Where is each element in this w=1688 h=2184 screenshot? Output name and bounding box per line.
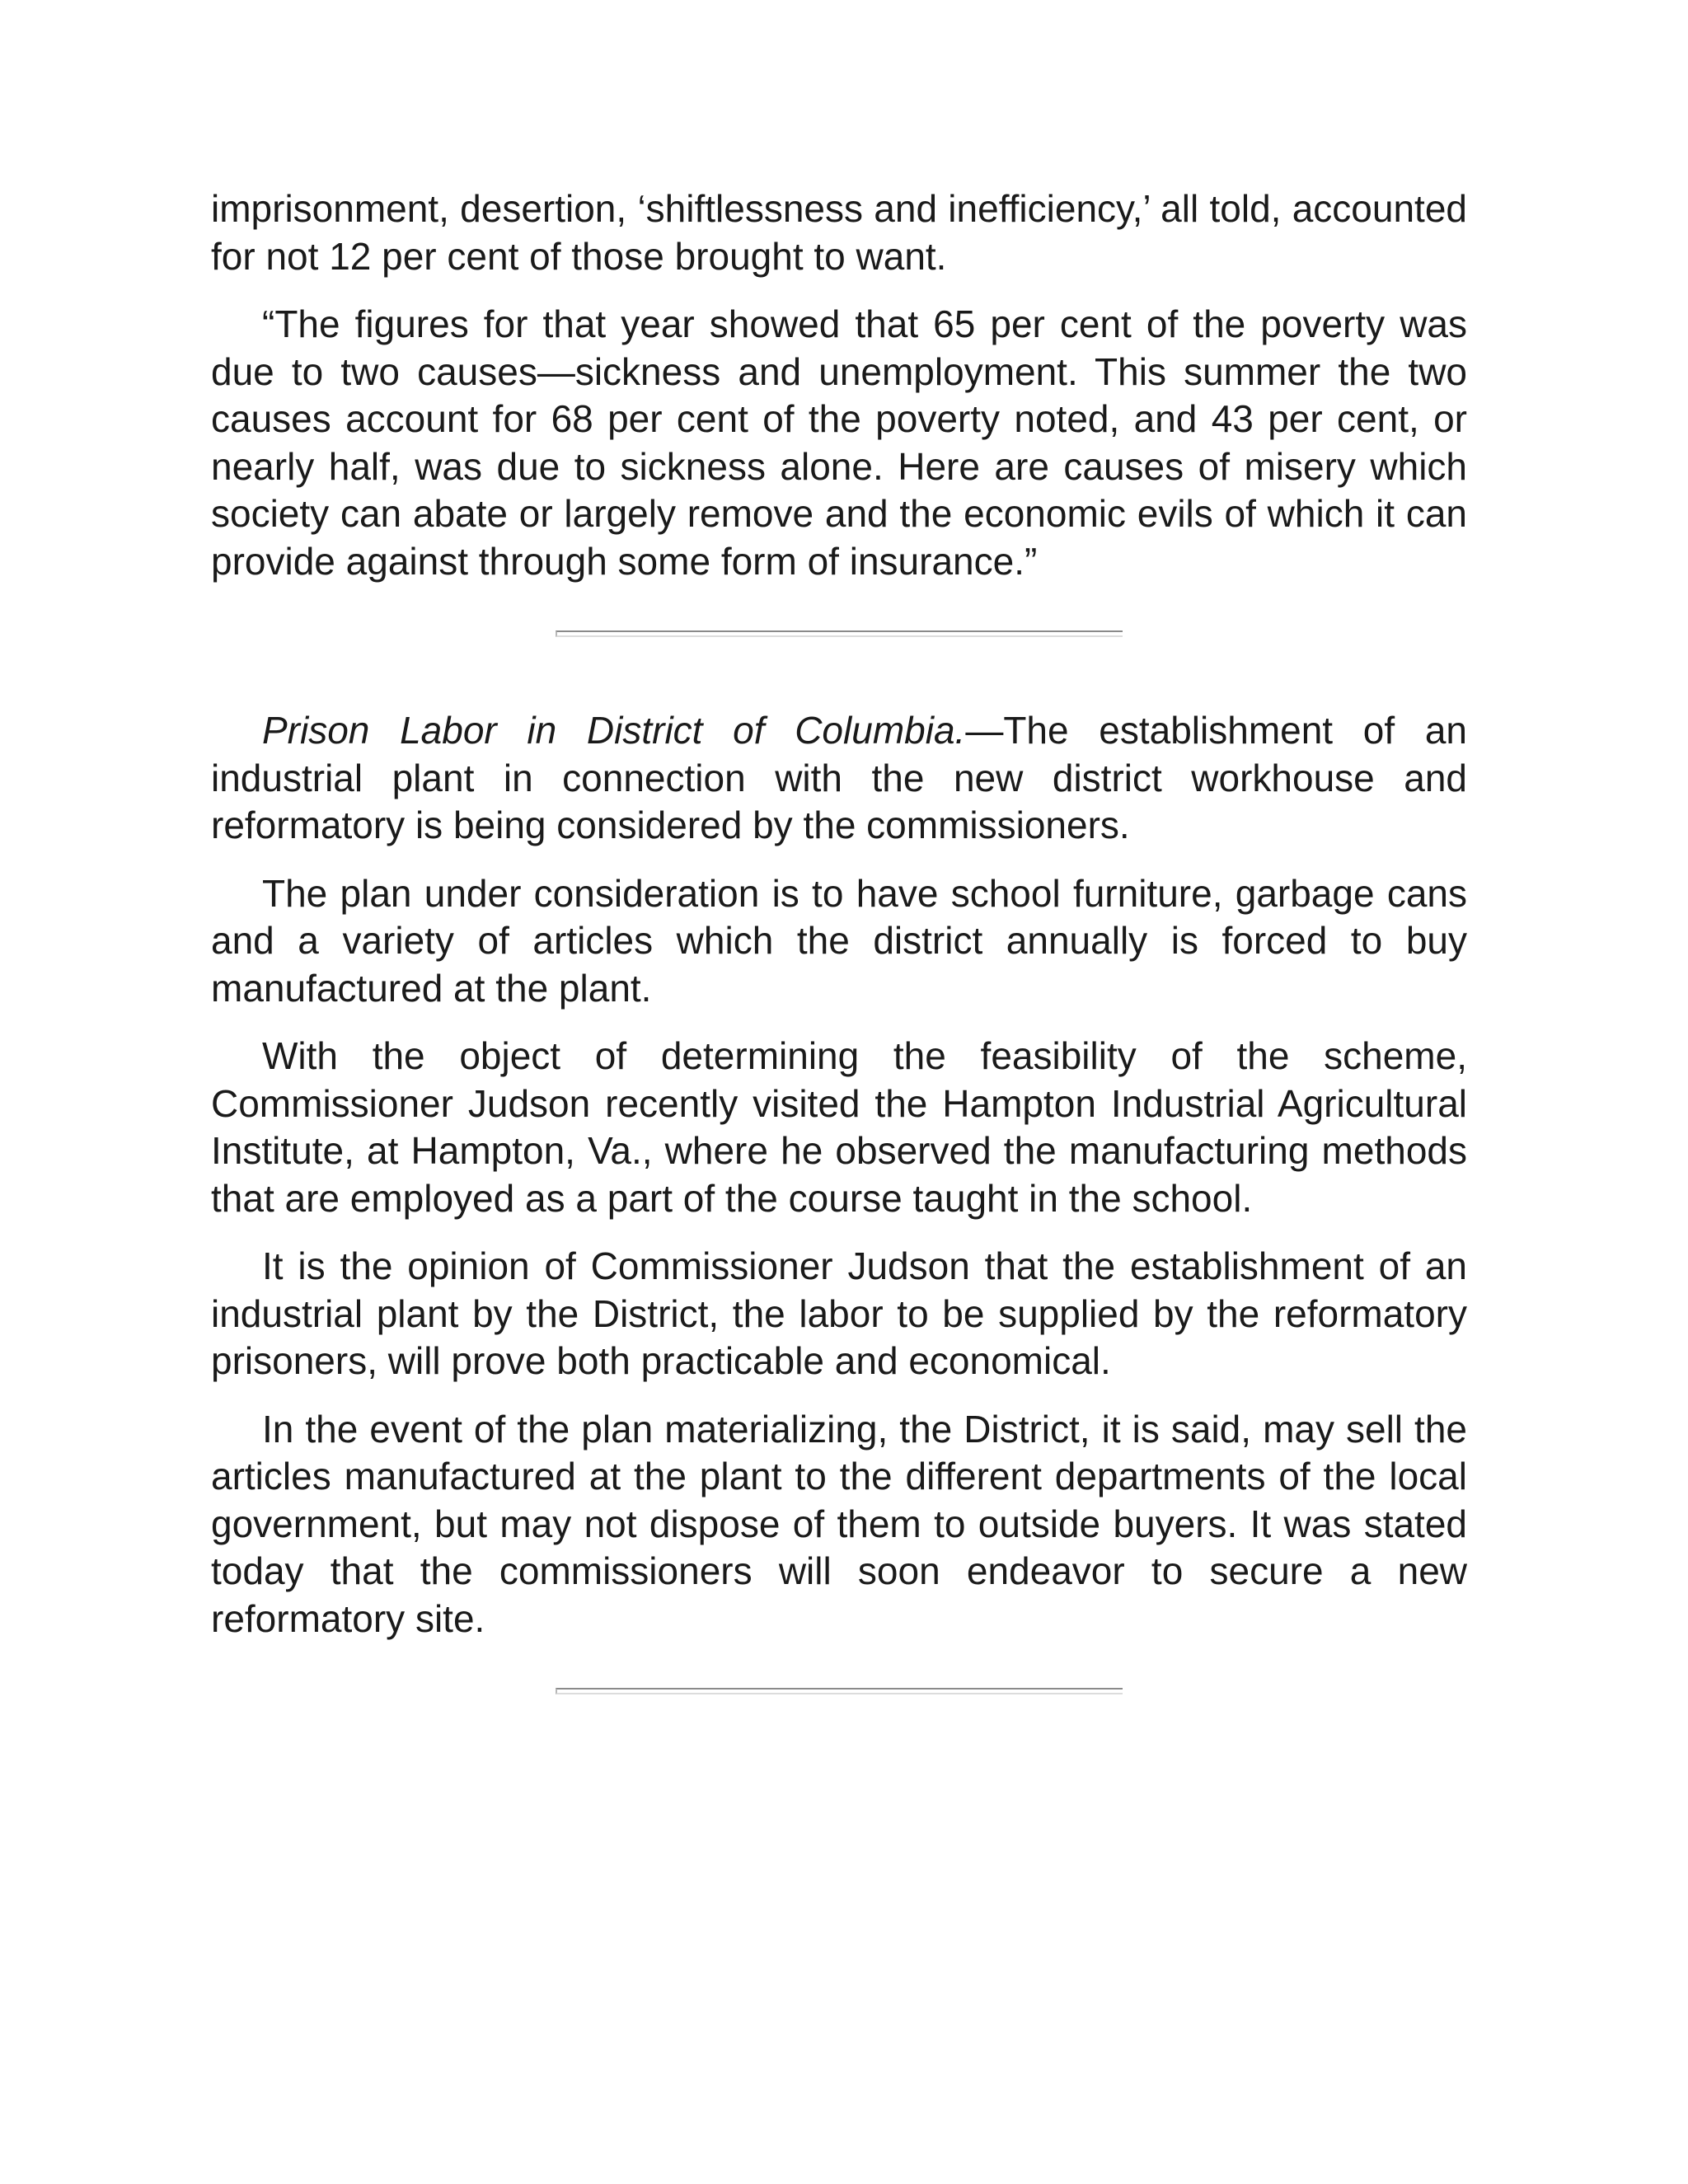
paragraph-event: In the event of the plan materializing, the District, it is said, may sell the articles manufactured at the plant to the different departments of the local government, but may not dispose of them to outside buyers. It was stated today that the commissioners will soon endeavor to secure a new reformatory site. (211, 1407, 1467, 1640)
section-lead-text: —The establishment of an industrial plant in connection with the new district workhouse and reformatory is being considered by the commissioners. (211, 709, 1468, 846)
section-divider (556, 630, 1123, 637)
paragraph-continuation: imprisonment, desertion, ‘shiftlessness and inefficiency,’ all told, accounted for not 12 per cent of those brought to want. (211, 187, 1467, 278)
paragraph-plan: The plan under consideration is to have school furniture, garbage cans and a variety of articles which the district annually is forced to buy manufactured at the plant. (211, 871, 1467, 1010)
paragraph-opinion: It is the opinion of Commissioner Judson that the establishment of an industrial plant by the District, the labor to be supplied by the reformatory prisoners, will prove both practicable and economical. (211, 1244, 1467, 1382)
section-lead-paragraph (211, 707, 1467, 850)
document-page (211, 185, 1467, 1694)
paragraph-visit: With the object of determining the feasibility of the scheme, Commissioner Judson recently visited the Hampton Industrial Agricultural Institute, at Hampton, Va., where he observed the manufacturing methods that are employed as a part of the course taught in the school. (211, 1034, 1467, 1220)
paragraph-quote: “The figures for that year showed that 65 per cent of the poverty was due to two causes—sickness and unemployment. This summer the two causes account for 68 per cent of the poverty noted, and 43 per cent, or nearly half, was due to sickness alone. Here are causes of misery which society can abate or largely remove and the economic evils of which it can provide against through some form of insurance.” (211, 302, 1467, 583)
section-title: Prison Labor in District of Columbia. (262, 709, 966, 752)
section-divider (556, 1688, 1123, 1694)
